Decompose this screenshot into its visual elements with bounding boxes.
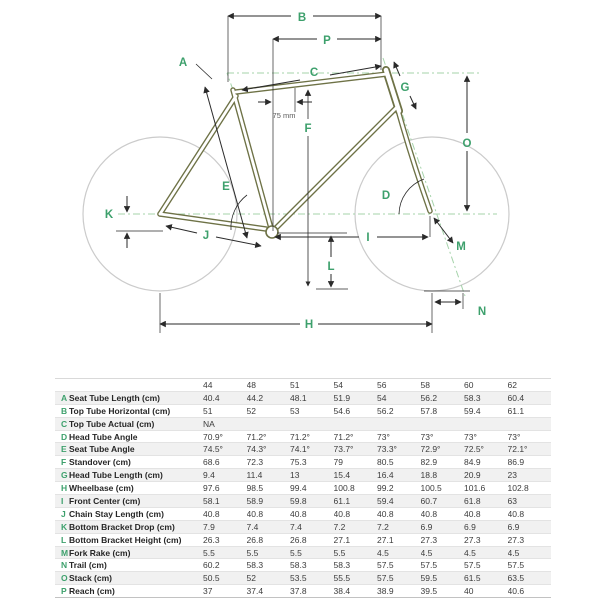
label-j: J: [202, 230, 210, 242]
value-cell: 59.4: [377, 495, 421, 508]
value-cell: 50.5: [203, 572, 247, 585]
value-cell: 5.5: [247, 546, 291, 559]
header-spacer: [55, 379, 69, 392]
row-letter: B: [55, 404, 69, 417]
geometry-table-body: [55, 391, 551, 597]
value-cell: 27.1: [334, 533, 378, 546]
row-label: Trail (cm): [69, 559, 203, 572]
row-letter: O: [55, 572, 69, 585]
value-cell: [247, 417, 291, 430]
value-cell: 72.1°: [508, 443, 552, 456]
size-header: 44: [203, 379, 247, 392]
value-cell: 40.8: [377, 507, 421, 520]
value-cell: 58.3: [247, 559, 291, 572]
value-cell: 7.2: [334, 520, 378, 533]
value-cell: 38.4: [334, 585, 378, 598]
value-cell: 61.1: [334, 495, 378, 508]
table-row: [55, 430, 551, 443]
size-header: 62: [508, 379, 552, 392]
value-cell: 51: [203, 404, 247, 417]
table-row: [55, 443, 551, 456]
label-d: D: [381, 190, 391, 202]
value-cell: 57.8: [421, 404, 465, 417]
value-cell: 18.8: [421, 469, 465, 482]
value-cell: 71.2°: [334, 430, 378, 443]
value-cell: 58.3: [290, 559, 334, 572]
value-cell: 53.5: [290, 572, 334, 585]
value-cell: [334, 417, 378, 430]
value-cell: 61.1: [508, 404, 552, 417]
row-letter: C: [55, 417, 69, 430]
row-label: Reach (cm): [69, 585, 203, 598]
value-cell: [421, 417, 465, 430]
table-row: [55, 469, 551, 482]
value-cell: 39.5: [421, 585, 465, 598]
dim-h: [160, 293, 432, 333]
value-cell: 97.6: [203, 482, 247, 495]
value-cell: 4.5: [464, 546, 508, 559]
value-cell: 54: [377, 391, 421, 404]
size-header: 48: [247, 379, 291, 392]
value-cell: 7.4: [247, 520, 291, 533]
value-cell: 26.3: [203, 533, 247, 546]
value-cell: 40.6: [508, 585, 552, 598]
value-cell: 60.2: [203, 559, 247, 572]
value-cell: 71.2°: [290, 430, 334, 443]
table-row: [55, 507, 551, 520]
value-cell: 40.8: [290, 507, 334, 520]
table-row: [55, 391, 551, 404]
value-cell: 44.2: [247, 391, 291, 404]
value-cell: 26.8: [290, 533, 334, 546]
value-cell: 74.3°: [247, 443, 291, 456]
value-cell: 16.4: [377, 469, 421, 482]
value-cell: 37.8: [290, 585, 334, 598]
value-cell: 27.3: [508, 533, 552, 546]
value-cell: 48.1: [290, 391, 334, 404]
table-row: [55, 572, 551, 585]
value-cell: 57.5: [421, 559, 465, 572]
value-cell: 59.8: [290, 495, 334, 508]
label-75mm: 75 mm: [272, 111, 296, 120]
value-cell: 56.2: [377, 404, 421, 417]
table-row: [55, 533, 551, 546]
value-cell: 68.6: [203, 456, 247, 469]
value-cell: 82.9: [421, 456, 465, 469]
value-cell: 6.9: [421, 520, 465, 533]
value-cell: 100.8: [334, 482, 378, 495]
value-cell: 56.2: [421, 391, 465, 404]
value-cell: 5.5: [334, 546, 378, 559]
table-row: [55, 456, 551, 469]
value-cell: 100.5: [421, 482, 465, 495]
row-letter: I: [55, 495, 69, 508]
header-spacer: [69, 379, 203, 392]
row-label: Top Tube Actual (cm): [69, 417, 203, 430]
value-cell: 6.9: [464, 520, 508, 533]
value-cell: 40.8: [421, 507, 465, 520]
row-label: Bottom Bracket Height (cm): [69, 533, 203, 546]
row-label: Seat Tube Length (cm): [69, 391, 203, 404]
value-cell: 38.9: [377, 585, 421, 598]
value-cell: 58.3: [464, 391, 508, 404]
dim-75mm: [258, 88, 312, 112]
size-header: 58: [421, 379, 465, 392]
value-cell: 60.7: [421, 495, 465, 508]
value-cell: 75.3: [290, 456, 334, 469]
dim-k: [116, 196, 163, 248]
label-c: C: [309, 67, 319, 79]
size-header-row: [55, 379, 551, 392]
value-cell: 59.5: [421, 572, 465, 585]
row-letter: M: [55, 546, 69, 559]
label-e: E: [222, 181, 230, 193]
value-cell: 52: [247, 404, 291, 417]
table-row: [55, 495, 551, 508]
value-cell: 79: [334, 456, 378, 469]
value-cell: 99.2: [377, 482, 421, 495]
value-cell: 84.9: [464, 456, 508, 469]
dim-p: [273, 39, 381, 231]
label-h: H: [304, 319, 314, 331]
row-letter: N: [55, 559, 69, 572]
value-cell: 37.4: [247, 585, 291, 598]
value-cell: 40.8: [247, 507, 291, 520]
row-label: Wheelbase (cm): [69, 482, 203, 495]
value-cell: 54.6: [334, 404, 378, 417]
value-cell: 37: [203, 585, 247, 598]
label-f: F: [304, 123, 312, 135]
dim-b: [228, 16, 381, 82]
dimension-letters: [105, 12, 486, 331]
wheels: [83, 137, 509, 291]
row-letter: P: [55, 585, 69, 598]
size-header: 60: [464, 379, 508, 392]
size-header: 56: [377, 379, 421, 392]
row-letter: A: [55, 391, 69, 404]
value-cell: 63.5: [508, 572, 552, 585]
label-g: G: [400, 82, 410, 94]
size-header: 51: [290, 379, 334, 392]
row-letter: D: [55, 430, 69, 443]
geometry-table-header: [55, 379, 551, 392]
value-cell: 26.8: [247, 533, 291, 546]
table-row: [55, 559, 551, 572]
value-cell: 102.8: [508, 482, 552, 495]
value-cell: 59.4: [464, 404, 508, 417]
row-label: Seat Tube Angle: [69, 443, 203, 456]
value-cell: 74.5°: [203, 443, 247, 456]
table-row: [55, 482, 551, 495]
value-cell: 4.5: [377, 546, 421, 559]
row-label: Front Center (cm): [69, 495, 203, 508]
label-n: N: [477, 306, 487, 318]
value-cell: 57.5: [377, 559, 421, 572]
value-cell: 61.5: [464, 572, 508, 585]
label-p: P: [323, 35, 331, 47]
value-cell: 40.8: [508, 507, 552, 520]
value-cell: 72.5°: [464, 443, 508, 456]
value-cell: 7.4: [290, 520, 334, 533]
value-cell: 80.5: [377, 456, 421, 469]
value-cell: 40.8: [334, 507, 378, 520]
value-cell: 60.4: [508, 391, 552, 404]
value-cell: 53: [290, 404, 334, 417]
value-cell: 61.8: [464, 495, 508, 508]
row-label: Stack (cm): [69, 572, 203, 585]
row-label: Top Tube Horizontal (cm): [69, 404, 203, 417]
value-cell: 57.5: [508, 559, 552, 572]
value-cell: 7.9: [203, 520, 247, 533]
value-cell: 99.4: [290, 482, 334, 495]
value-cell: 4.5: [421, 546, 465, 559]
value-cell: 55.5: [334, 572, 378, 585]
value-cell: [290, 417, 334, 430]
value-cell: 5.5: [290, 546, 334, 559]
value-cell: 73°: [464, 430, 508, 443]
row-letter: F: [55, 456, 69, 469]
label-m: M: [456, 241, 466, 253]
value-cell: 23: [508, 469, 552, 482]
value-cell: [377, 417, 421, 430]
value-cell: 6.9: [508, 520, 552, 533]
dim-n: [424, 291, 470, 309]
value-cell: 9.4: [203, 469, 247, 482]
value-cell: 40.4: [203, 391, 247, 404]
row-label: Fork Rake (cm): [69, 546, 203, 559]
dim-i: [275, 216, 430, 237]
row-label: Standover (cm): [69, 456, 203, 469]
value-cell: NA: [203, 417, 247, 430]
value-cell: 27.1: [377, 533, 421, 546]
value-cell: 40: [464, 585, 508, 598]
row-letter: H: [55, 482, 69, 495]
value-cell: 58.9: [247, 495, 291, 508]
row-letter: J: [55, 507, 69, 520]
value-cell: [464, 417, 508, 430]
value-cell: 63: [508, 495, 552, 508]
value-cell: 57.5: [464, 559, 508, 572]
size-header: 54: [334, 379, 378, 392]
value-cell: 57.5: [377, 572, 421, 585]
value-cell: 20.9: [464, 469, 508, 482]
value-cell: 51.9: [334, 391, 378, 404]
value-cell: 72.9°: [421, 443, 465, 456]
row-label: Bottom Bracket Drop (cm): [69, 520, 203, 533]
value-cell: 73°: [508, 430, 552, 443]
row-letter: L: [55, 533, 69, 546]
value-cell: 72.3: [247, 456, 291, 469]
value-cell: 86.9: [508, 456, 552, 469]
value-cell: 73°: [421, 430, 465, 443]
label-i: I: [366, 232, 370, 244]
geometry-table: [55, 378, 551, 598]
value-cell: 70.9°: [203, 430, 247, 443]
value-cell: 101.6: [464, 482, 508, 495]
value-cell: 27.3: [421, 533, 465, 546]
label-a: A: [178, 57, 188, 69]
value-cell: 15.4: [334, 469, 378, 482]
value-cell: 73.3°: [377, 443, 421, 456]
row-label: Head Tube Length (cm): [69, 469, 203, 482]
value-cell: 5.5: [203, 546, 247, 559]
value-cell: 73°: [377, 430, 421, 443]
label-l: L: [327, 261, 335, 273]
bottom-bracket: [266, 226, 278, 238]
value-cell: 58.3: [334, 559, 378, 572]
value-cell: 4.5: [508, 546, 552, 559]
label-k: K: [104, 209, 114, 221]
table-row: [55, 520, 551, 533]
value-cell: 74.1°: [290, 443, 334, 456]
label-b: B: [297, 12, 307, 24]
table-row: [55, 585, 551, 598]
dim-m: [434, 218, 453, 243]
table-row: [55, 404, 551, 417]
row-label: Head Tube Angle: [69, 430, 203, 443]
value-cell: 27.3: [464, 533, 508, 546]
value-cell: 52: [247, 572, 291, 585]
label-o: O: [462, 138, 472, 150]
value-cell: 40.8: [203, 507, 247, 520]
value-cell: 98.5: [247, 482, 291, 495]
value-cell: 13: [290, 469, 334, 482]
value-cell: 73.7°: [334, 443, 378, 456]
value-cell: 58.1: [203, 495, 247, 508]
value-cell: 40.8: [464, 507, 508, 520]
value-cell: 7.2: [377, 520, 421, 533]
value-cell: 71.2°: [247, 430, 291, 443]
row-letter: K: [55, 520, 69, 533]
row-letter: G: [55, 469, 69, 482]
table-row: [55, 546, 551, 559]
dim-l: [277, 233, 348, 289]
value-cell: 11.4: [247, 469, 291, 482]
table-row: [55, 417, 551, 430]
value-cell: [508, 417, 552, 430]
row-label: Chain Stay Length (cm): [69, 507, 203, 520]
row-letter: E: [55, 443, 69, 456]
